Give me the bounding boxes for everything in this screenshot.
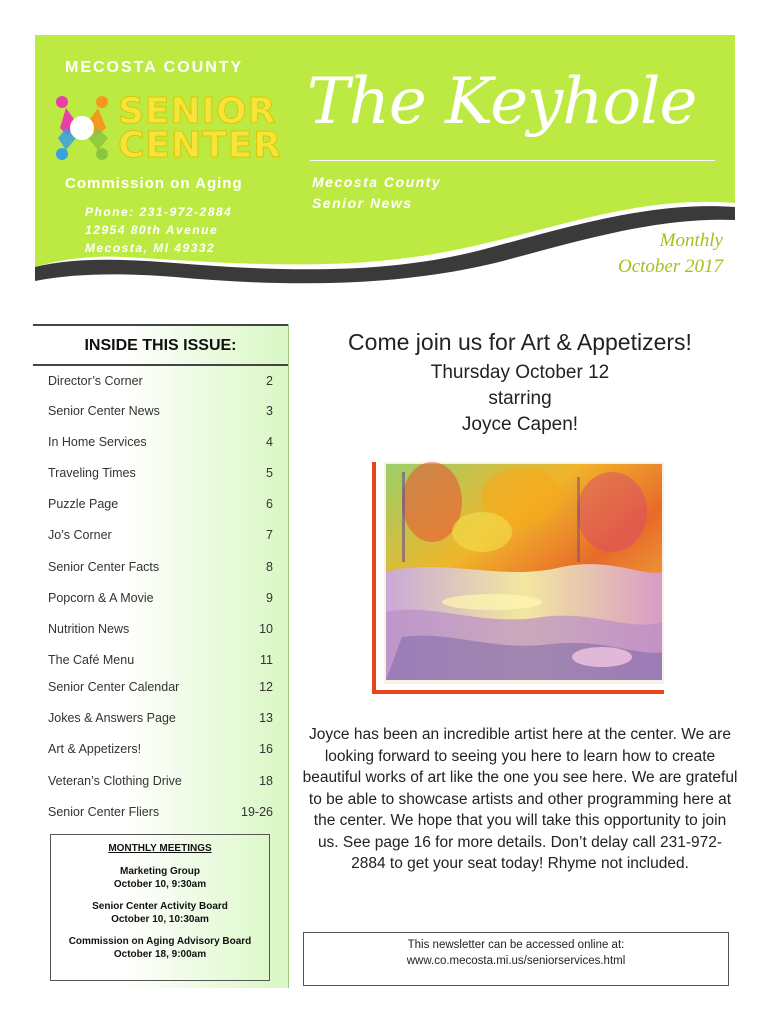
street-address: 12954 80th Avenue xyxy=(85,223,219,237)
toc-item xyxy=(48,497,273,511)
toc-item xyxy=(48,591,273,605)
toc-label: Senior Center News xyxy=(48,404,160,418)
toc-label: Senior Center Facts xyxy=(48,560,160,574)
meeting-name: Marketing Group xyxy=(119,866,200,877)
event-description: Joyce has been an incredible artist here at the center. We are looking forward to seeing you here to learn how to create beautiful works of art like the one you see here. We are grateful to be able to showcase artists and other programming here at the center. We hope that you will take this opportunity to join us. See page 16 for more details. Don’t delay call 231-972-2884 to get your seat today! Rhyme not included. xyxy=(302,726,738,872)
toc-page: 18 xyxy=(259,774,273,788)
toc-label: Art & Appetizers! xyxy=(48,742,142,756)
meeting-name: Commission on Aging Advisory Board xyxy=(68,936,252,947)
toc-page: 19-26 xyxy=(241,805,273,819)
subtitle-line-2: Senior News xyxy=(312,195,413,211)
event-details xyxy=(305,360,735,438)
senior-center-logo xyxy=(50,90,300,170)
logo-center-text: CENTER xyxy=(118,125,283,166)
meeting-time: October 18, 9:00am xyxy=(113,949,207,960)
newsletter-url[interactable]: www.co.mecosta.mi.us/seniorservices.html xyxy=(406,955,626,967)
keyhole-figures-icon xyxy=(52,92,114,166)
toc-page: 4 xyxy=(266,435,273,449)
logo-senior-text: SENIOR xyxy=(118,91,277,132)
newsletter-title: The Keyhole xyxy=(307,65,697,139)
toc-label: Jokes & Answers Page xyxy=(48,711,176,725)
toc-page: 9 xyxy=(266,591,273,605)
toc-item xyxy=(48,435,273,449)
monthly-meetings-box xyxy=(50,834,270,981)
toc-label: Popcorn & A Movie xyxy=(48,591,154,605)
toc-page: 10 xyxy=(259,622,273,636)
meeting-item xyxy=(51,865,269,891)
toc-label: Puzzle Page xyxy=(48,497,119,511)
title-divider xyxy=(310,160,715,161)
toc-item xyxy=(48,774,273,788)
toc-page: 8 xyxy=(266,560,273,574)
meeting-item xyxy=(51,900,269,926)
toc-item xyxy=(48,374,273,388)
toc-item xyxy=(48,622,273,636)
issue-date: October 2017 xyxy=(617,256,723,277)
toc-item xyxy=(48,528,273,542)
toc-page: 16 xyxy=(259,742,273,756)
city-state-zip: Mecosta, MI 49332 xyxy=(85,241,216,255)
toc-page: 11 xyxy=(260,653,273,667)
toc-label: Jo’s Corner xyxy=(48,528,112,542)
toc-page: 12 xyxy=(259,680,273,694)
masthead-banner xyxy=(35,35,735,300)
issue-info xyxy=(618,228,723,280)
toc-item xyxy=(48,680,273,694)
toc-item xyxy=(48,560,273,574)
toc-page: 13 xyxy=(259,711,273,725)
meeting-name: Senior Center Activity Board xyxy=(92,901,228,912)
online-access-box xyxy=(303,932,729,986)
toc-label: Nutrition News xyxy=(48,622,130,636)
subtitle-line-1: Mecosta County xyxy=(312,174,442,190)
toc-label: Senior Center Fliers xyxy=(48,805,160,819)
meeting-time: October 10, 10:30am xyxy=(111,914,209,925)
newsletter-subtitle xyxy=(312,172,441,214)
toc-item xyxy=(48,711,273,725)
toc-item xyxy=(48,404,273,418)
event-date: Thursday October 12 xyxy=(430,362,610,383)
artist-name: Joyce Capen! xyxy=(461,414,579,435)
toc-item xyxy=(48,466,273,480)
toc-item xyxy=(48,742,273,756)
issue-frequency: Monthly xyxy=(659,230,723,251)
painting-image xyxy=(372,462,664,694)
sidebar xyxy=(33,324,289,988)
toc-label: Senior Center Calendar xyxy=(48,680,180,694)
toc-item xyxy=(48,805,273,819)
toc-page: 3 xyxy=(266,404,273,418)
toc-label: The Café Menu xyxy=(48,653,135,667)
county-name: MECOSTA COUNTY xyxy=(65,59,244,76)
toc-item xyxy=(48,653,273,667)
toc-page: 7 xyxy=(266,528,273,542)
meeting-item xyxy=(51,935,269,961)
toc-label: In Home Services xyxy=(48,435,147,449)
monthly-meetings-heading: MONTHLY MEETINGS xyxy=(108,843,212,854)
inside-this-issue-heading: INSIDE THIS ISSUE: xyxy=(84,337,237,354)
toc-page: 6 xyxy=(266,497,273,511)
commission-on-aging: Commission on Aging xyxy=(65,175,243,192)
toc-page: 5 xyxy=(266,466,273,480)
event-headline: Come join us for Art & Appetizers! xyxy=(348,329,692,355)
featured-painting xyxy=(372,462,664,694)
online-access-text: This newsletter can be accessed online at: xyxy=(407,939,625,951)
phone-number: Phone: 231-972-2884 xyxy=(85,205,233,219)
sidebar-heading-rule xyxy=(33,364,288,366)
starring-label: starring xyxy=(488,388,552,409)
meeting-time: October 10, 9:30am xyxy=(113,879,207,890)
contact-block xyxy=(85,203,285,257)
toc-label: Traveling Times xyxy=(48,466,136,480)
toc-label: Director’s Corner xyxy=(48,374,143,388)
toc-label: Veteran’s Clothing Drive xyxy=(48,774,182,788)
toc-page: 2 xyxy=(266,374,273,388)
